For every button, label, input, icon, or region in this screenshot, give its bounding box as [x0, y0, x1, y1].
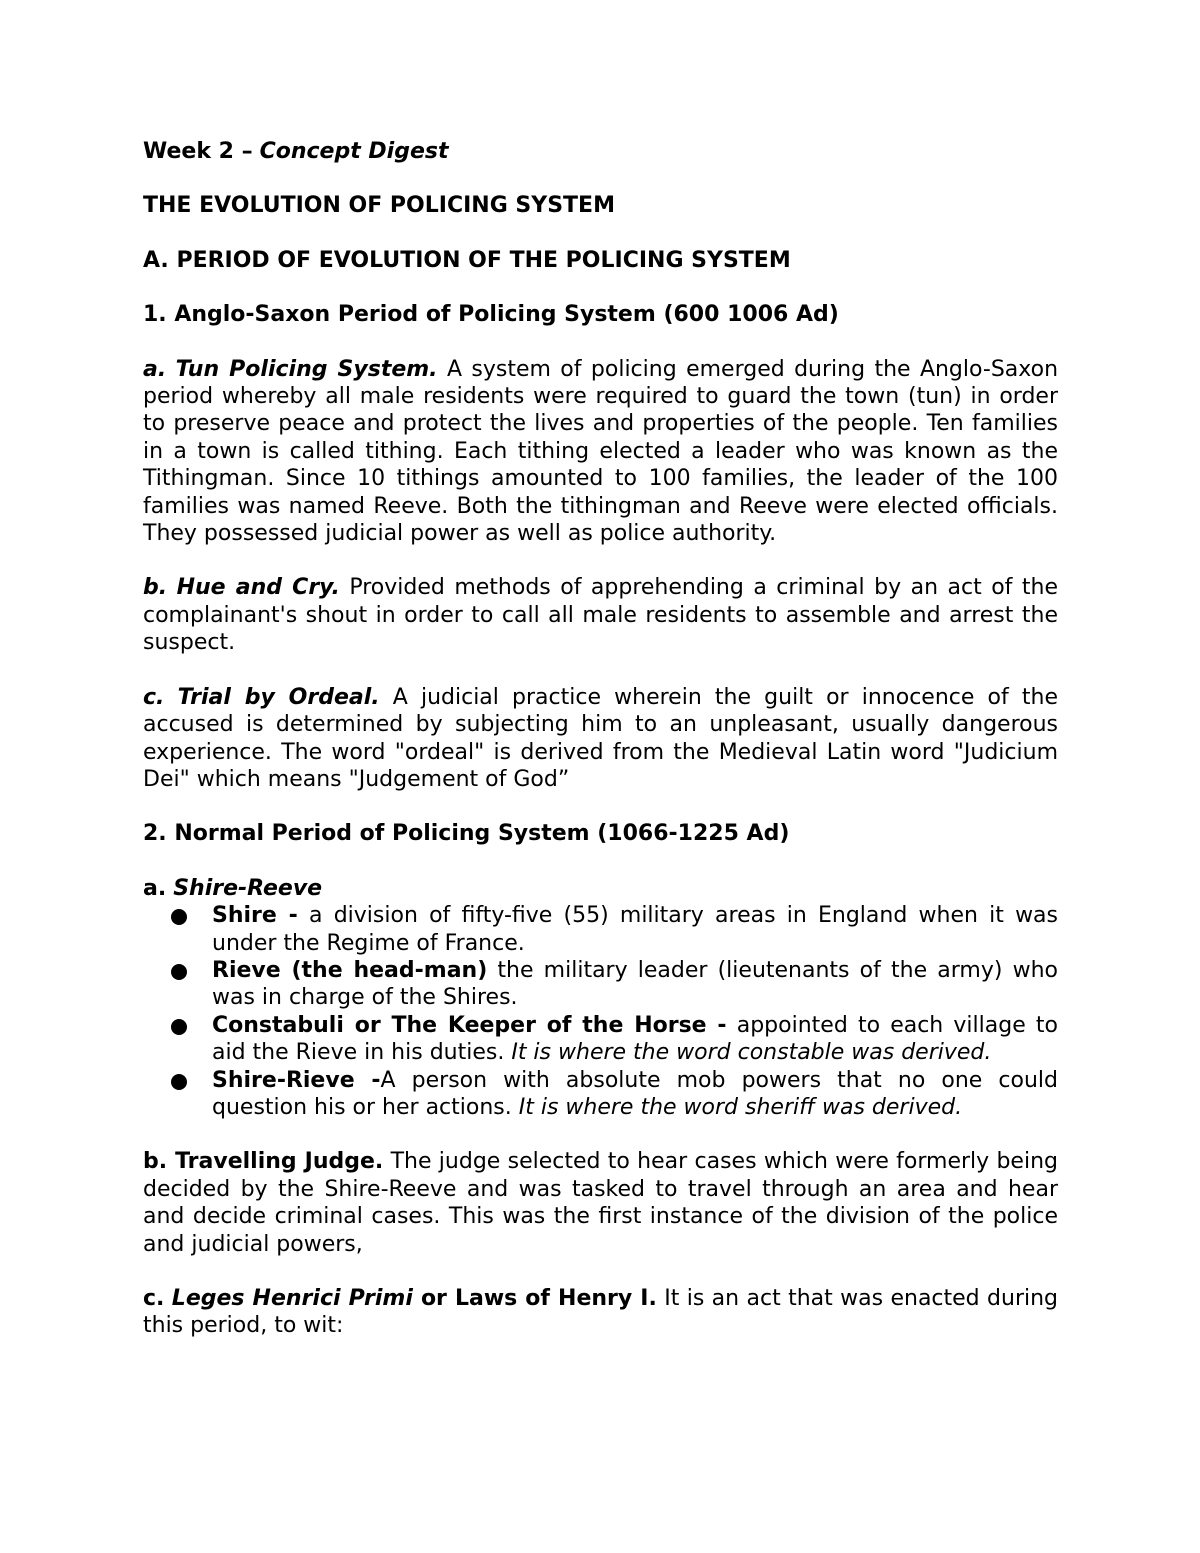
travelling-judge-term: b. Travelling Judge. [143, 1149, 384, 1175]
section-a-heading: A. PERIOD OF EVOLUTION OF THE POLICING SYSTEM [143, 247, 791, 273]
period-2-heading: 2. Normal Period of Policing System (1066-1225 Ad) [143, 821, 790, 847]
laws-of-henry-paragraph: c. Leges Henrici Primi or Laws of Henry I. It is an act that was enacted during this period, to wit: [143, 1286, 1059, 1339]
document-title: THE EVOLUTION OF POLICING SYSTEM [143, 193, 615, 219]
shire-reeve-list [143, 902, 1058, 1121]
shire-reeve-heading: a. Shire-Reeve [143, 875, 323, 901]
bullet-icon [171, 1074, 187, 1090]
week-label: Week 2 – [143, 139, 253, 164]
list-item: Rieve (the head-man) the military leader (lieutenants of the army) who was in charge of the Shires. [143, 957, 1058, 1012]
bullet-icon [171, 909, 187, 925]
tun-policing-term: Tun Policing System. [175, 356, 438, 382]
list-item: Shire-Rieve -A person with absolute mob powers that no one could question his or her actions. It is where the word sheriff was derived. [143, 1067, 1058, 1122]
hue-and-cry-paragraph: b. Hue and Cry. Provided methods of apprehending a criminal by an act of the complainant's shout in order to call all male residents to assemble and arrest the suspect. [143, 575, 1058, 656]
bullet-icon [171, 1019, 187, 1035]
list-item: Shire - a division of fifty-five (55) military areas in England when it was under the Regime of France. [143, 902, 1058, 957]
hue-and-cry-term: Hue and Cry. [176, 575, 340, 601]
tun-policing-paragraph: a. Tun Policing System. A system of policing emerged during the Anglo-Saxon period whereby all male residents were required to guard the town (tun) in order to preserve peace and protect the lives and properties of the people. Ten families in a town is called tithing. Each tithing elected a leader who was known as the Tithingman. Since 10 tithings amounted to 100 families, the leader of the 100 families was named Reeve. Both the tithingman and Reeve were elected officials. They possessed judicial power as well as police authority. [143, 356, 1059, 547]
period-1-heading: 1. Anglo-Saxon Period of Policing System (600 1006 Ad) [143, 302, 839, 328]
list-item: Constabuli or The Keeper of the Horse - appointed to each village to aid the Rieve in his duties. It is where the word constable was derived. [143, 1012, 1058, 1067]
document-page [143, 138, 1058, 1340]
week-header [143, 138, 1058, 165]
travelling-judge-paragraph: b. Travelling Judge. The judge selected to hear cases which were formerly being decided by the Shire-Reeve and was tasked to travel through an area and hear and decide criminal cases. This was the first instance of the division of the police and judicial powers, [143, 1149, 1058, 1257]
trial-by-ordeal-paragraph: c. Trial by Ordeal. A judicial practice wherein the guilt or innocence of the accused is determined by subjecting him to an unpleasant, usually dangerous experience. The word "ordeal" is derived from the Medieval Latin word "Judicium Dei" which means "Judgement of God” [143, 684, 1059, 792]
digest-label: Concept Digest [259, 139, 449, 164]
trial-by-ordeal-term: Trial by Ordeal. [177, 684, 380, 710]
bullet-icon [171, 964, 187, 980]
